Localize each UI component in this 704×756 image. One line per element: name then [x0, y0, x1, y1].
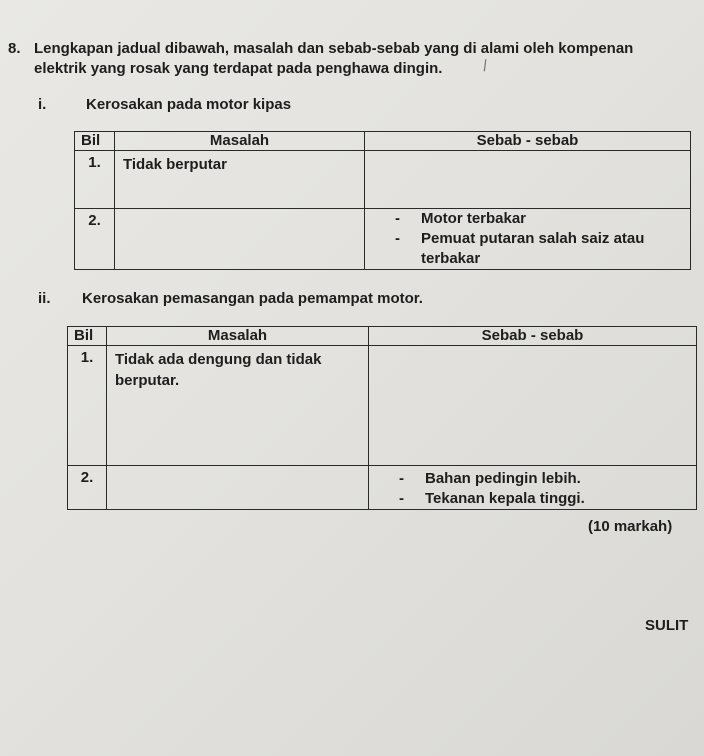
- row-masalah-empty: [115, 209, 365, 270]
- table-row: [68, 346, 697, 466]
- section-2-title: Kerosakan pemasangan pada pemampat motor.: [82, 290, 423, 307]
- table-row: [75, 209, 691, 270]
- pencil-tick-mark: /: [481, 57, 489, 76]
- row-bil: 1.: [68, 346, 107, 466]
- header-bil: Bil: [75, 132, 115, 151]
- table-header-row: [75, 132, 691, 151]
- header-bil: Bil: [68, 327, 107, 346]
- marks-label: (10 markah): [588, 518, 673, 535]
- table-motor-kipas: [74, 131, 691, 270]
- row-masalah-empty: [107, 466, 369, 510]
- row-masalah: Tidak ada dengung dan tidak berputar.: [107, 346, 369, 466]
- section-1-heading: [38, 96, 291, 113]
- row-bil: 1.: [75, 151, 115, 209]
- table-row: [75, 151, 691, 209]
- question-text-line-2: elektrik yang rosak yang terdapat pada penghawa dingin.: [34, 60, 443, 77]
- section-2-numeral: ii.: [38, 290, 51, 307]
- cause-item: - Bahan pedingin lebih.: [399, 469, 696, 489]
- classification-label: SULIT: [645, 617, 689, 634]
- header-masalah: Masalah: [107, 327, 369, 346]
- table-pemampat-motor: [67, 326, 697, 510]
- row-sebab-empty: [369, 346, 697, 466]
- question-number: 8.: [8, 40, 21, 57]
- row-masalah: Tidak berputar: [115, 151, 365, 209]
- question-text-line-1: Lengkapan jadual dibawah, masalah dan sebab-sebab yang di alami oleh kompenan: [34, 40, 634, 57]
- row-sebab: [369, 466, 697, 510]
- row-bil: 2.: [75, 209, 115, 270]
- row-sebab-empty: [365, 151, 691, 209]
- row-sebab: [365, 209, 691, 270]
- section-1-title: Kerosakan pada motor kipas: [86, 96, 292, 113]
- cause-item: - Motor terbakar: [395, 209, 690, 229]
- section-2-heading: [38, 290, 423, 307]
- header-sebab: Sebab - sebab: [365, 132, 691, 151]
- cause-item: - Pemuat putaran salah saiz atau terbakar: [395, 229, 690, 269]
- section-1-numeral: i.: [38, 96, 47, 113]
- cause-item: - Tekanan kepala tinggi.: [399, 489, 696, 509]
- table-row: [68, 466, 697, 510]
- row-bil: 2.: [68, 466, 107, 510]
- header-sebab: Sebab - sebab: [369, 327, 697, 346]
- header-masalah: Masalah: [115, 132, 365, 151]
- table-header-row: [68, 327, 697, 346]
